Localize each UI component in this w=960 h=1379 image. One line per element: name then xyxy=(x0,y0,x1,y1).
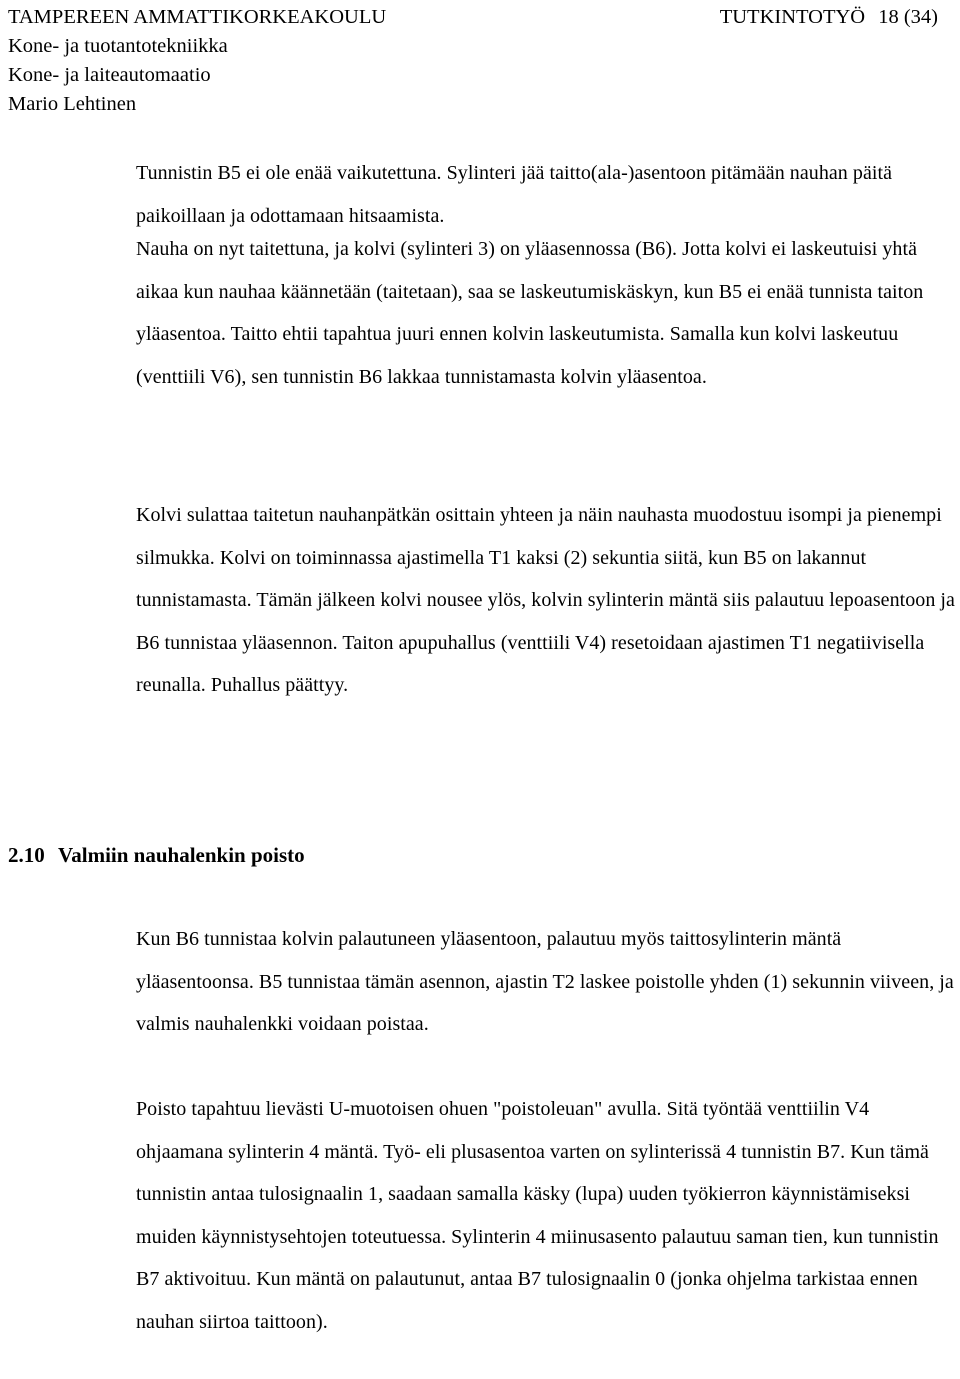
institution-name: TAMPEREEN AMMATTIKORKEAKOULU xyxy=(8,6,387,28)
program-name: Kone- ja laiteautomaatio xyxy=(8,64,211,86)
paragraph-text: Kun B6 tunnistaa kolvin palautuneen yläasentoon, palautuu myös taittosylinterin mäntä yläasentoonsa. B5 tunnistaa tämän asennon, ajastin T2 laskee poistolle yhden (1) sekunnin viiveen, ja valmis nauhalenkki voidaan poistaa. xyxy=(136,928,954,1036)
header-top-line xyxy=(8,3,938,32)
section-heading xyxy=(8,840,305,870)
paragraph-text: Poisto tapahtuu lievästi U-muotoisen ohuen "poistoleuan" avulla. Sitä työntää venttiilin V4 ohjaamana sylinterin 4 mäntä. Työ- eli plusasentoa varten on sylinterissä 4 tunnistin B7. Kun tämä tunnistin antaa tulosignaalin 1, saadaan samalla käsky (lupa) uuden työkierron käynnistämiseksi muiden käynnistysehtojen toteutuessa. Sylinterin 4 miinusasento palautuu saman tien, kun tunnistin B7 aktivoituu. Kun mäntä on palautunut, antaa B7 tulosignaalin 0 (jonka ohjelma tarkistaa ennen nauhan siirtoa taittoon). xyxy=(136,1098,939,1333)
paragraph-text: Kolvi sulattaa taitetun nauhanpätkän osittain yhteen ja näin nauhasta muodostuu isompi ja pienempi silmukka. Kolvi on toiminnassa ajastimella T1 kaksi (2) sekuntia siitä, kun B5 on lakannut tunnistamasta. Tämän jälkeen kolvi nousee ylös, kolvin sylinterin mäntä siis palautuu lepoasentoon ja B6 tunnistaa yläasennon. Taiton apupuhallus (venttiili V4) resetoidaan ajastimen T1 negatiivisella reunalla. Puhallus päättyy. xyxy=(136,504,955,697)
paragraph-text: Tunnistin B5 ei ole enää vaikutettuna. Sylinteri jää taitto(ala-)asentoon pitämään nauhan päitä paikoillaan ja odottamaan hitsaamista. xyxy=(136,162,893,227)
paragraph-melting xyxy=(136,494,958,707)
paragraph-text: Nauha on nyt taitettuna, ja kolvi (sylinteri 3) on yläasennossa (B6). Jotta kolvi ei laskeutuisi yhtä aikaa kun nauhaa käännetään (taitetaan), saa se laskeutumiskäskyn, kun B5 ei enää tunnista taiton yläasentoa. Taitto ehtii tapahtua juuri ennen kolvin laskeutumista. Samalla kun kolvi laskeutuu (venttiili V6), sen tunnistin B6 lakkaa tunnistamasta kolvin yläasentoa. xyxy=(136,238,924,388)
page-header xyxy=(8,3,938,119)
section-title: Valmiin nauhalenkin poisto xyxy=(58,843,305,867)
doc-type: TUTKINTOTYÖ xyxy=(719,6,866,28)
department-name: Kone- ja tuotantotekniikka xyxy=(8,35,228,57)
section-number: 2.10 xyxy=(8,843,45,867)
paragraph-sensor-b5 xyxy=(136,152,958,237)
paragraph-soldering-iron-descent xyxy=(136,228,958,398)
doc-type-and-page xyxy=(720,3,938,32)
paragraph-fold-cylinder-return xyxy=(136,918,958,1046)
page-number: 18 (34) xyxy=(878,6,938,28)
paragraph-removal xyxy=(136,1088,958,1344)
author-name: Mario Lehtinen xyxy=(8,93,137,115)
